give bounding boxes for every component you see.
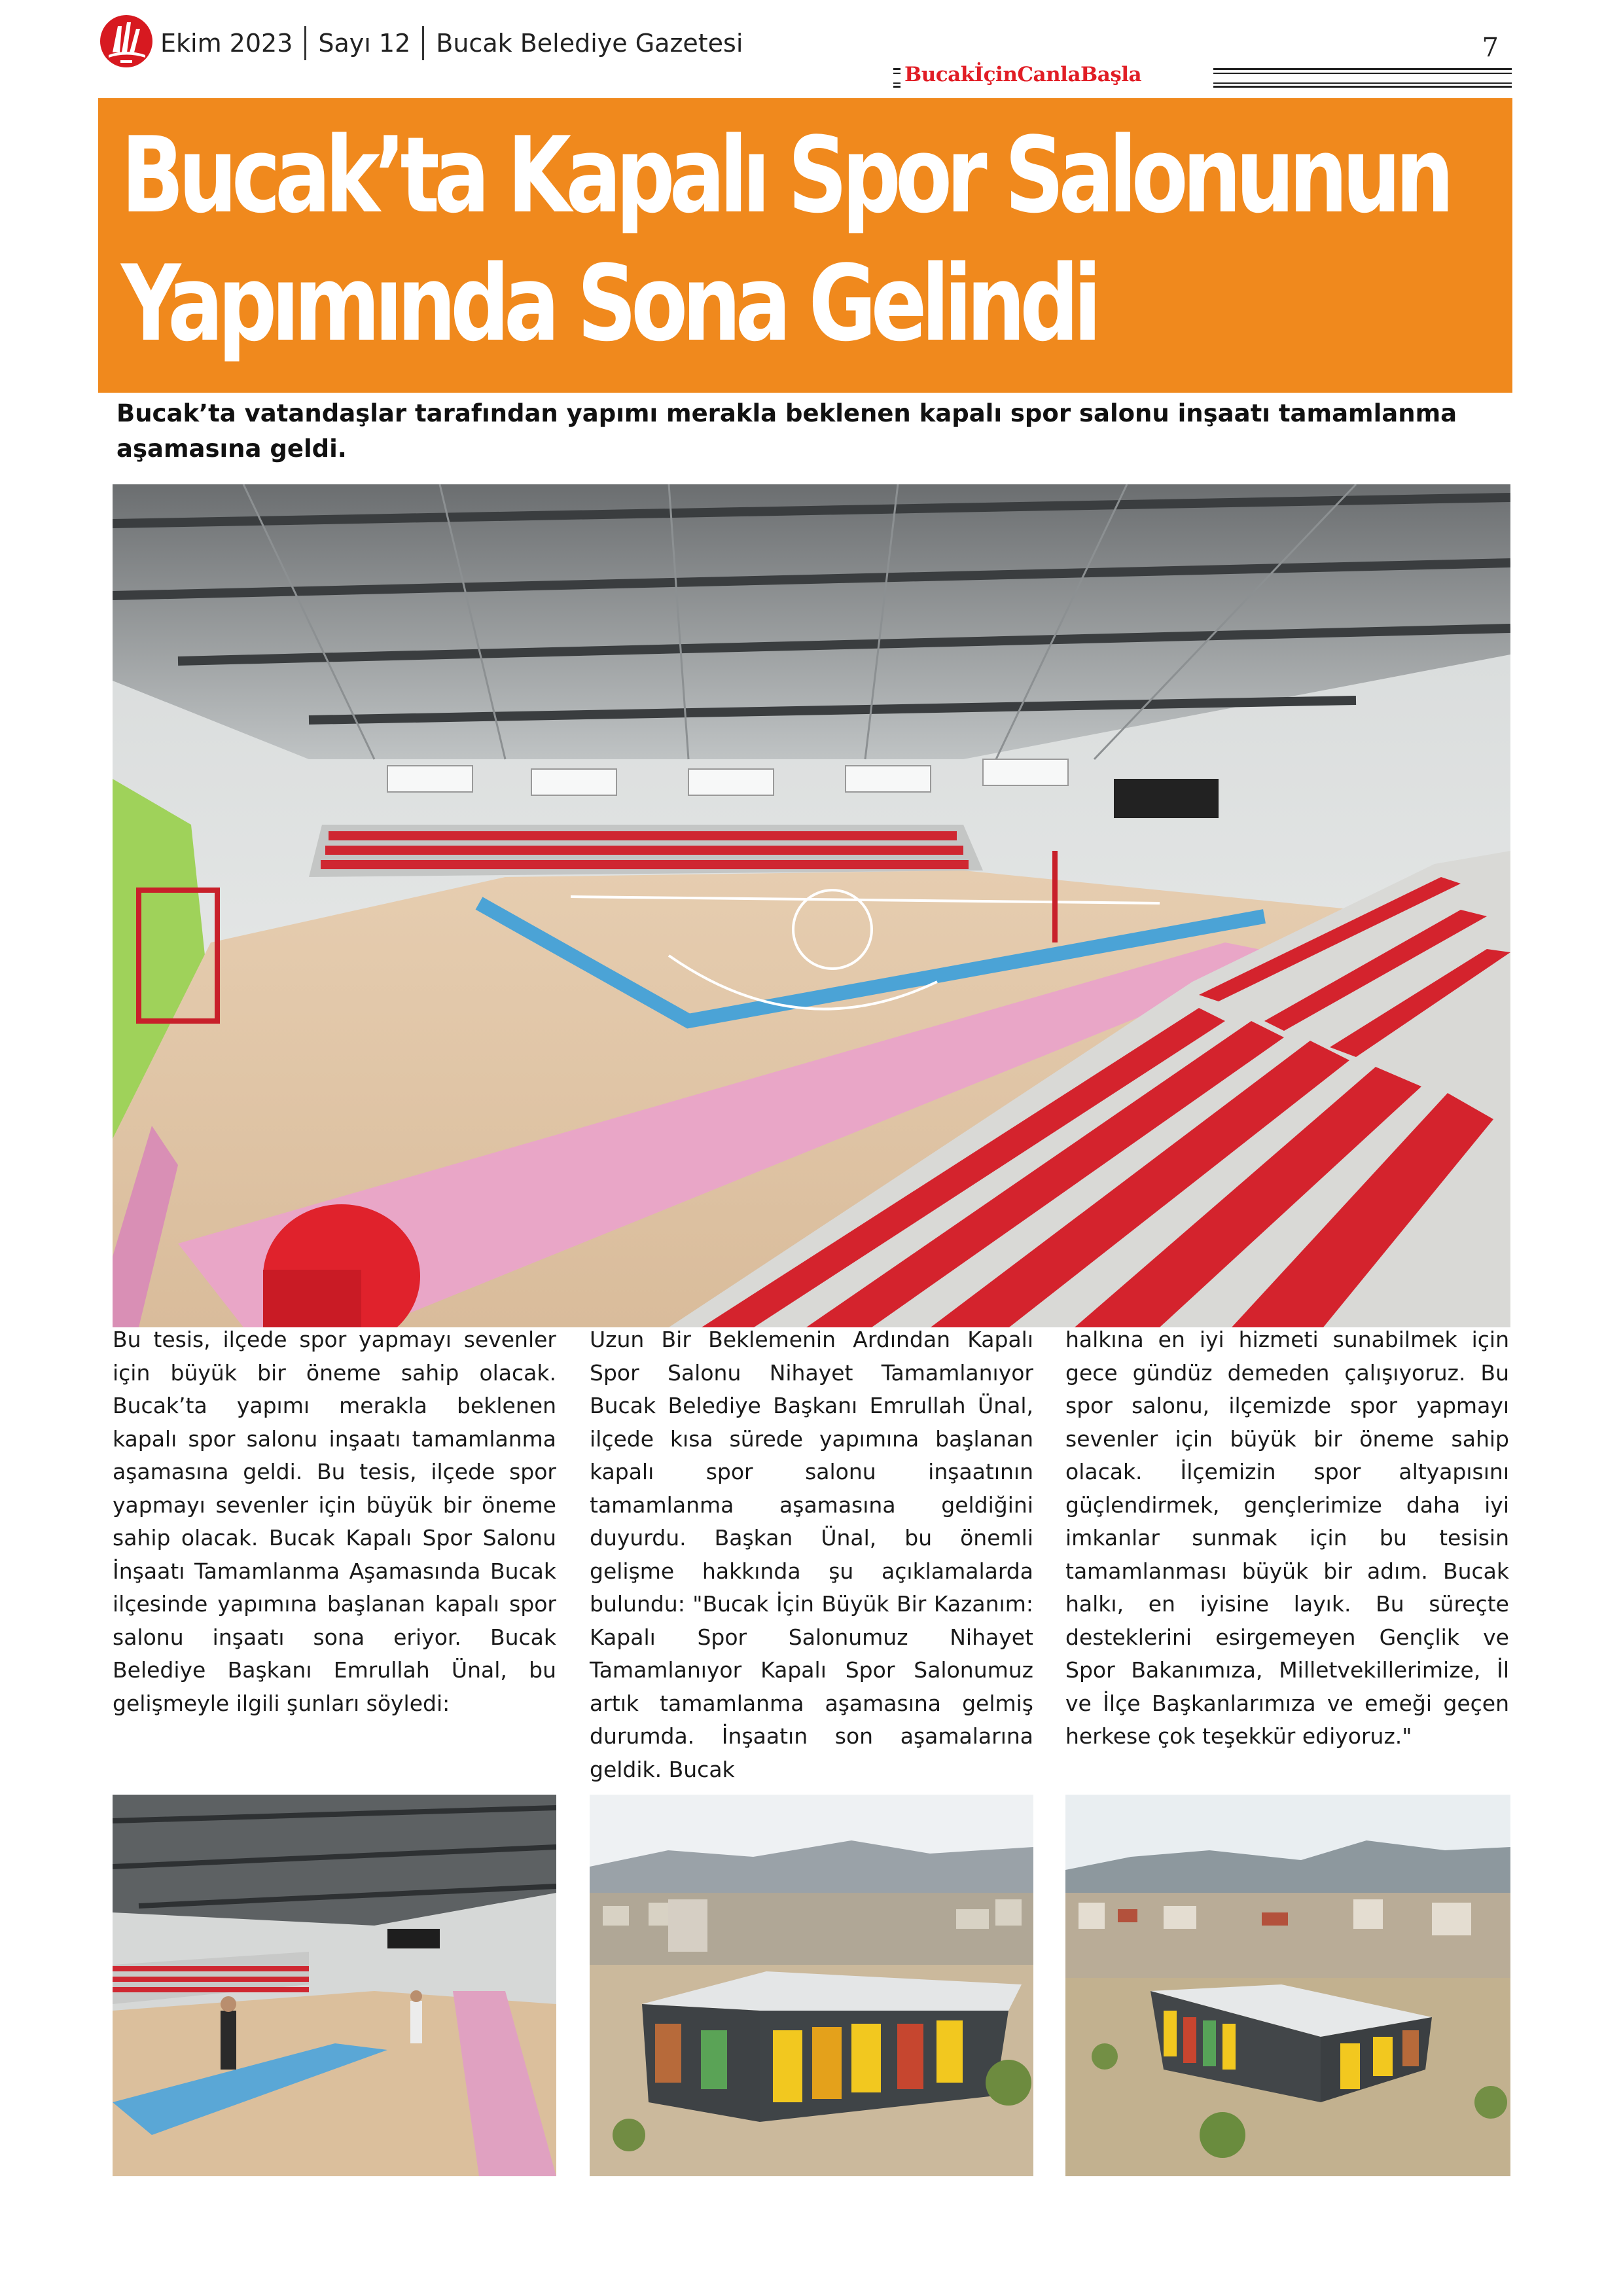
slogan: BucakİçinCanlaBaşla: [904, 63, 1142, 86]
headline-line-1: Bucak’ta Kapalı Spor Salonunun: [121, 114, 1449, 236]
issue-number: Sayı 12: [318, 29, 411, 58]
photo-hall-exterior-aerial-2: [1065, 1795, 1510, 2176]
lead-paragraph: Bucak’ta vatandaşlar tarafından yapımı merakla beklenen kapalı spor salonu inşaatı tamamlanma aşamasına geldi.: [116, 399, 1457, 463]
headline: [121, 111, 1501, 368]
article-column-2: Uzun Bir Beklemenin Ardından Kapalı Spor Salonu Nihayet Tamamlanıyor Bucak Belediye Başkanı Emrullah Ünal, ilçede kısa sürede yapımına başlanan kapalı spor salonu inşaatının tamamlanma aşamasına geldiğini duyurdu. Başkan Ünal, bu önemli gelişme hakkında şu açıklamalarda bulundu: "Bucak İçin Büyük Bir Kazanım: Kapalı Spor Salonumuz Nihayet Tamamlanıyor Kapalı Spor Salonumuz artık tamamlanma aşamasına gelmiş durumda. İnşaatın son aşamalarına geldik. Bucak: [590, 1327, 1033, 1782]
article-column-3: halkına en iyi hizmeti sunabilmek için gece gündüz demeden çalışıyoruz. Bu spor salonu, ilçemizde spor yapmayı sevenler için büyük bir öneme sahip olacak. İlçemizin spor altyapısını güçlendirmek, gençlerimize daha iyi imkanlar sunmak için bu tesisin tamamlanması büyük bir adım. Bucak halkı, en iyisine layık. Bu süreçte desteklerini esirgemeyen Gençlik ve Spor Bakanımıza, Milletvekillerimize, İl ve İlçe Başkanlarımıza ve emeği geçen herkese çok teşekkür ediyoruz.": [1065, 1327, 1509, 1749]
photo-hall-interior-visitors: [113, 1795, 556, 2176]
bucak-municipality-logo-icon: [98, 12, 157, 71]
main-photo-sports-hall-interior: [113, 484, 1510, 1327]
page-number: 7: [1482, 33, 1499, 63]
issue-date: Ekim 2023: [160, 29, 293, 58]
issue-info: [160, 25, 743, 62]
photo-hall-exterior-aerial-1: [590, 1795, 1033, 2176]
article-column-1: Bu tesis, ilçede spor yapmayı sevenler için büyük bir öneme sahip olacak. Bucak’ta yapımı merakla beklenen kapalı spor salonu inşaatı tamamlanma aşamasına geldi. Bu tesis, ilçede spor yapmayı sevenler için büyük bir öneme sahip olacak. Bucak Kapalı Spor Salonu İnşaatı Tamamlanma Aşamasında Bucak ilçesinde yapımına başlanan kapalı spor salonu inşaatı sona eriyor. Bucak Belediye Başkanı Emrullah Ünal, bu gelişmeyle ilgili şunları söyledi:: [113, 1327, 556, 1716]
publication-name: Bucak Belediye Gazetesi: [436, 29, 743, 58]
separator: [422, 26, 424, 60]
separator: [304, 26, 306, 60]
headline-line-2: Yapımında Sona Gelindi: [121, 242, 1096, 365]
